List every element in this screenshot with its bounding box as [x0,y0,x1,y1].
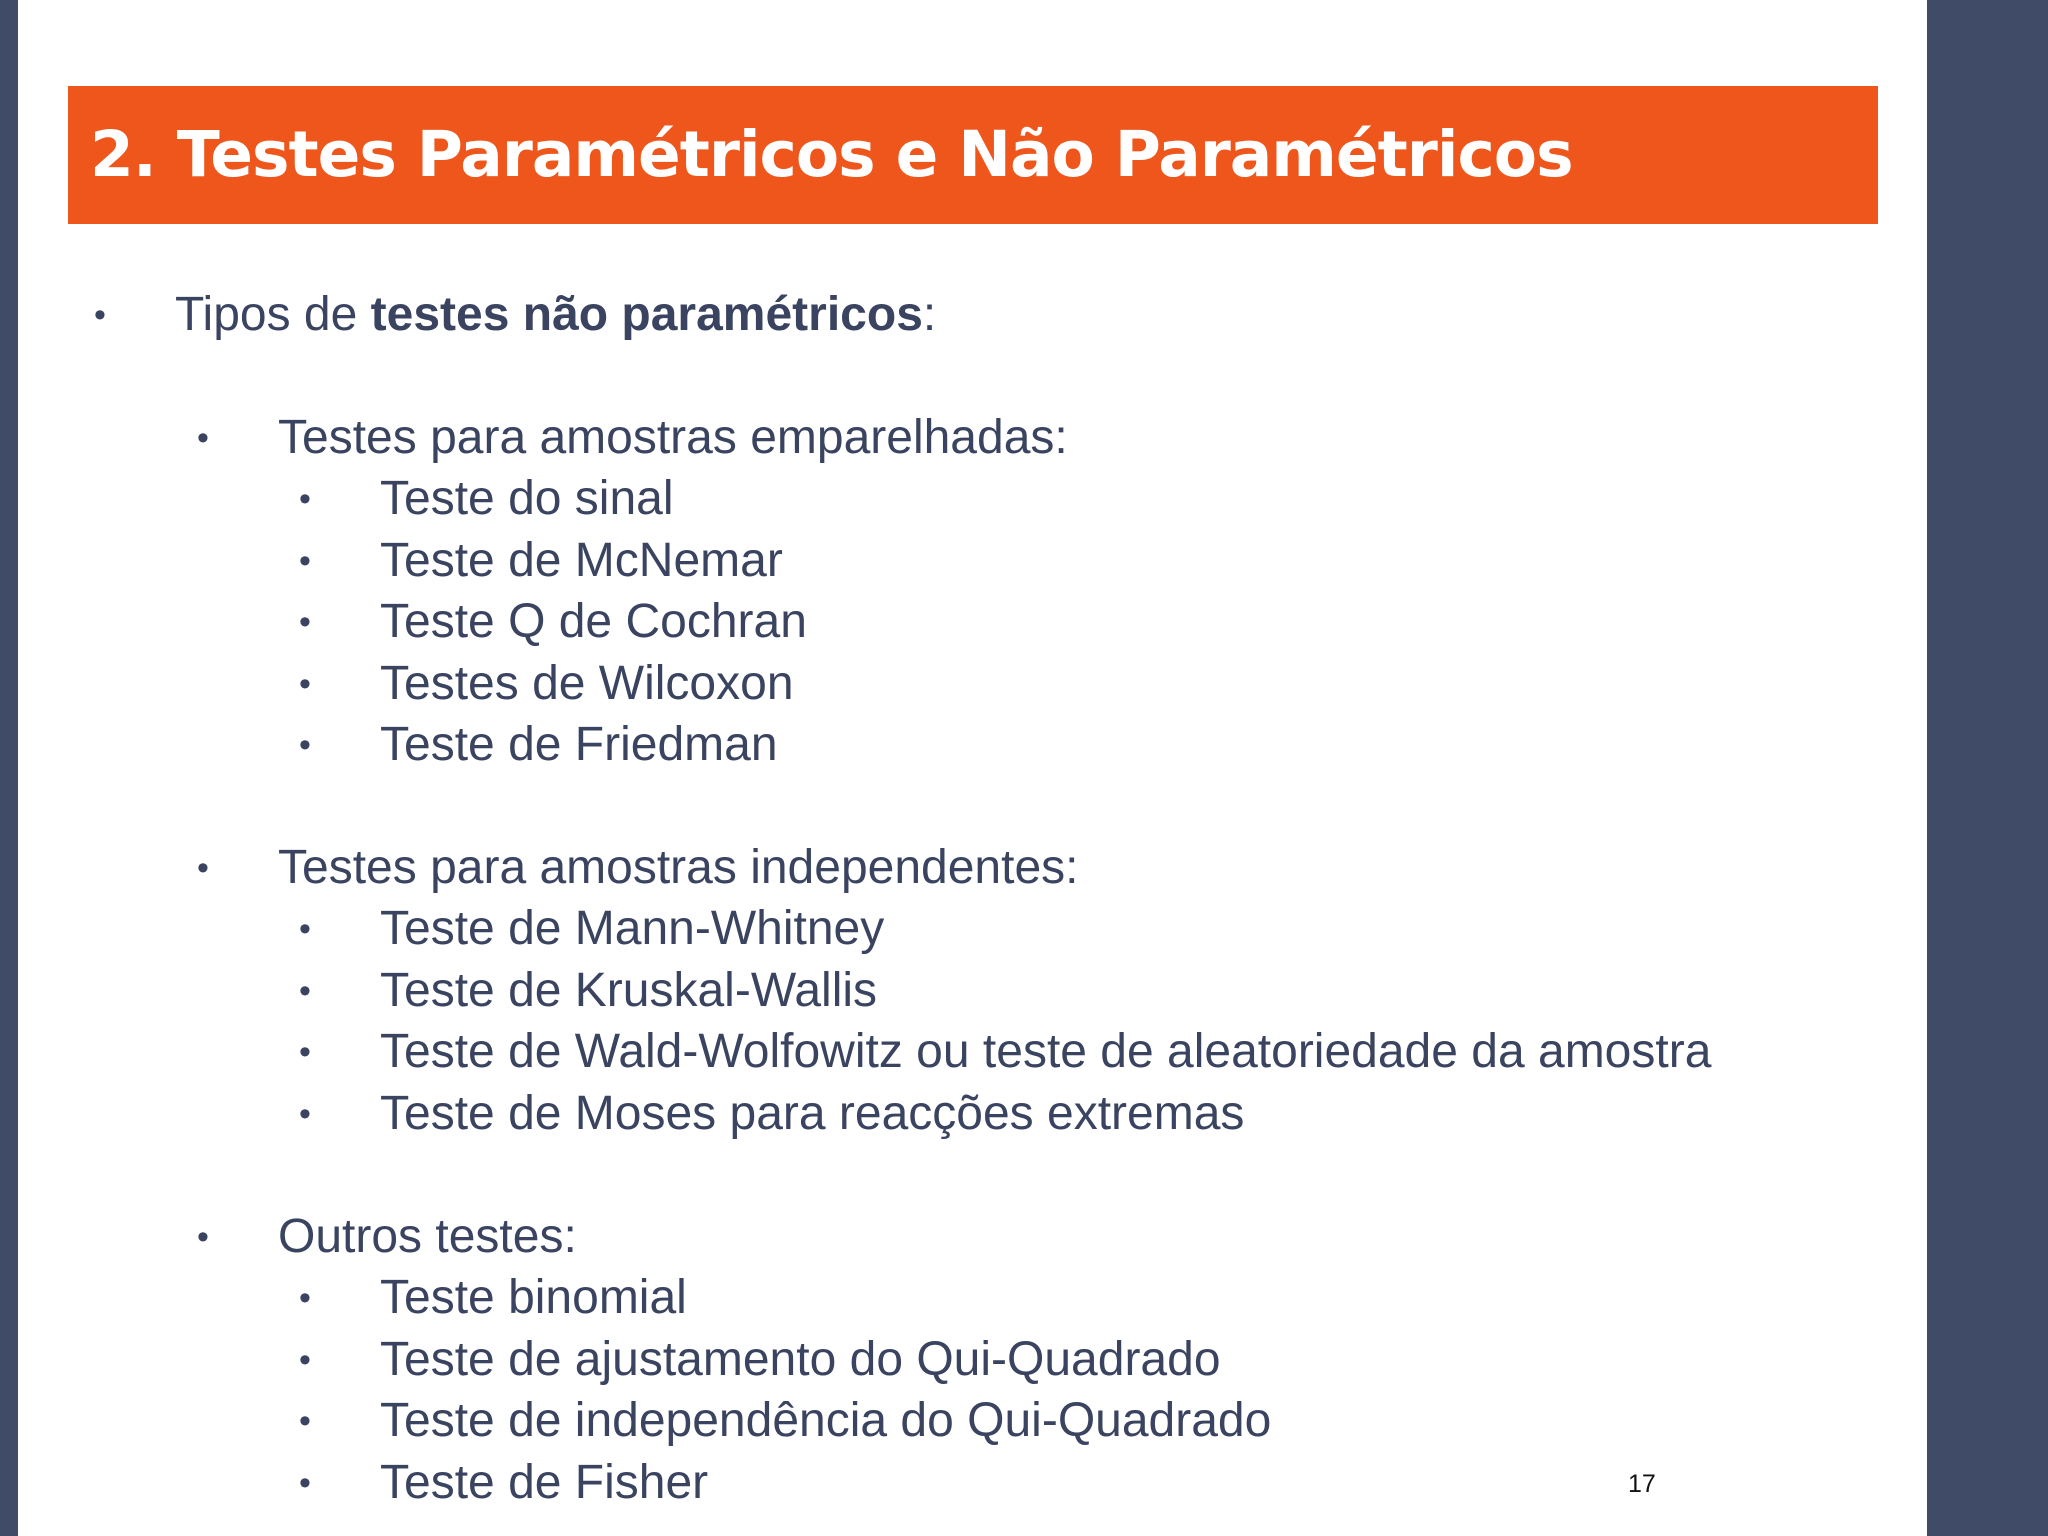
bullet-icon: • [197,849,209,887]
bullet-icon: • [299,972,311,1010]
intro-suffix: : [922,288,937,341]
bullet-icon: • [299,1033,311,1071]
bullet-icon: • [299,1279,311,1317]
list-item-text: Teste do sinal [380,472,674,525]
group-heading-text: Testes para amostras independentes: [278,841,1079,894]
intro-prefix: Tipos de [175,288,371,341]
bullet-icon: • [197,1218,209,1256]
list-item-text: Teste de ajustamento do Qui-Quadrado [380,1333,1221,1386]
bullet-icon: • [299,665,311,703]
bullet-icon: • [299,1341,311,1379]
list-item-text: Teste de Moses para reacções extremas [380,1087,1245,1140]
page-number: 17 [1628,1470,1656,1498]
bullet-icon: • [299,480,311,518]
list-item-text: Teste de Kruskal-Wallis [380,964,878,1017]
list-item-text: Teste de Wald-Wolfowitz ou teste de aleatoriedade da amostra [380,1025,1712,1078]
bullet-icon: • [299,542,311,580]
bullet-icon: • [197,419,209,457]
list-item-text: Teste de Fisher [380,1456,709,1509]
list-item-text: Teste binomial [380,1271,687,1324]
intro-text [175,284,936,346]
group-heading-text: Testes para amostras emparelhadas: [278,411,1068,464]
bullet-icon: • [94,296,106,334]
list-item-text: Testes de Wilcoxon [380,657,794,710]
list-item-text: Teste de Friedman [380,718,778,771]
bullet-icon: • [299,1402,311,1440]
slide-title: 2. Testes Paramétricos e Não Paramétricos [90,118,1573,191]
list-item-text: Teste de independência do Qui-Quadrado [380,1394,1272,1447]
intro-bold: testes não paramétricos [370,288,923,341]
list-item-text: Teste de Mann-Whitney [380,902,885,955]
group-heading-text: Outros testes: [278,1210,577,1263]
bullet-icon: • [299,603,311,641]
slide-content [18,0,1927,1536]
slide [18,0,1927,1536]
bullet-icon: • [299,910,311,948]
bullet-icon: • [299,726,311,764]
list-item-text: Teste de McNemar [380,534,783,587]
bullet-icon: • [299,1464,311,1502]
bullet-icon: • [299,1095,311,1133]
list-item-text: Teste Q de Cochran [380,595,807,648]
